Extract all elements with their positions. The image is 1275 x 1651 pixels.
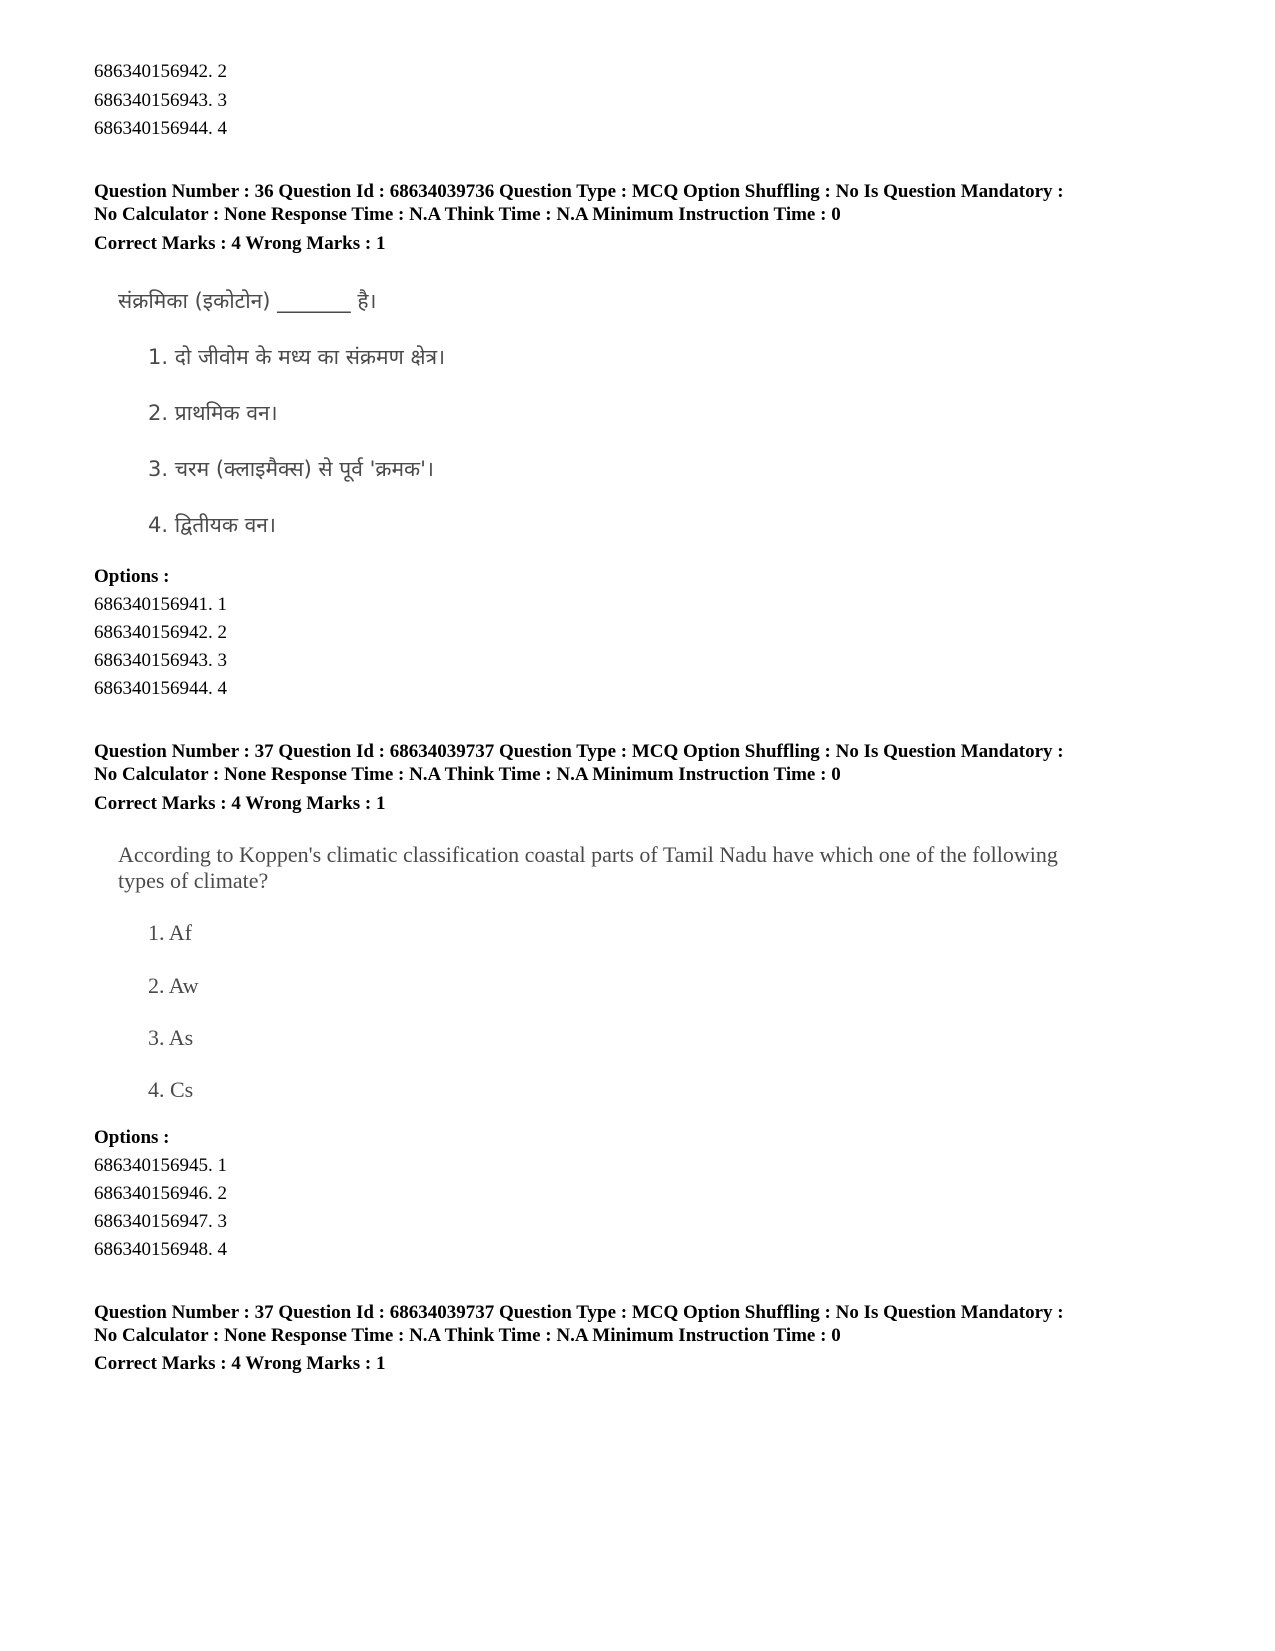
options-label: Options : — [94, 566, 170, 587]
question-marks: Correct Marks : 4 Wrong Marks : 1 — [94, 793, 386, 814]
question-choice: 2. प्राथमिक वन। — [148, 401, 278, 425]
option-id-line: 686340156943. 3 — [94, 650, 227, 671]
question-header-line2: No Calculator : None Response Time : N.A Think Time : N.A Minimum Instruction Time : 0 — [94, 1325, 841, 1346]
option-id-line: 686340156946. 2 — [94, 1183, 227, 1204]
question-choice: 3. चरम (क्लाइमैक्स) से पूर्व 'क्रमक'। — [148, 457, 434, 481]
question-choice: 1. Af — [148, 920, 192, 945]
option-id-line: 686340156945. 1 — [94, 1155, 227, 1176]
question-header-line1: Question Number : 37 Question Id : 68634039737 Question Type : MCQ Option Shuffling : No Is Question Mandatory : — [94, 741, 1064, 762]
question-header-line1: Question Number : 36 Question Id : 68634039736 Question Type : MCQ Option Shuffling : No Is Question Mandatory : — [94, 181, 1064, 202]
question-header-line1: Question Number : 37 Question Id : 68634039737 Question Type : MCQ Option Shuffling : No Is Question Mandatory : — [94, 1302, 1064, 1323]
option-id-line: 686340156944. 4 — [94, 118, 227, 139]
question-choice: 1. दो जीवोम के मध्य का संक्रमण क्षेत्र। — [148, 345, 446, 369]
options-label: Options : — [94, 1127, 170, 1148]
option-id-line: 686340156947. 3 — [94, 1211, 227, 1232]
question-choice: 2. Aw — [148, 973, 199, 998]
question-marks: Correct Marks : 4 Wrong Marks : 1 — [94, 1353, 386, 1374]
question-header-line2: No Calculator : None Response Time : N.A Think Time : N.A Minimum Instruction Time : 0 — [94, 764, 841, 785]
question-choice: 4. Cs — [148, 1077, 194, 1102]
option-id-line: 686340156944. 4 — [94, 678, 227, 699]
question-choice: 3. As — [148, 1025, 194, 1050]
option-id-line: 686340156943. 3 — [94, 90, 227, 111]
question-header-line2: No Calculator : None Response Time : N.A Think Time : N.A Minimum Instruction Time : 0 — [94, 204, 841, 225]
option-id-line: 686340156942. 2 — [94, 622, 227, 643]
question-marks: Correct Marks : 4 Wrong Marks : 1 — [94, 233, 386, 254]
option-id-line: 686340156942. 2 — [94, 61, 227, 82]
question-stem-line2: types of climate? — [118, 868, 269, 893]
option-id-line: 686340156948. 4 — [94, 1239, 227, 1260]
question-stem-line1: According to Koppen's climatic classification coastal parts of Tamil Nadu have which one of the following — [118, 842, 1058, 867]
question-choice: 4. द्वितीयक वन। — [148, 513, 276, 537]
option-id-line: 686340156941. 1 — [94, 594, 227, 615]
question-stem: संक्रमिका (इकोटोन) _______ है। — [118, 289, 377, 313]
